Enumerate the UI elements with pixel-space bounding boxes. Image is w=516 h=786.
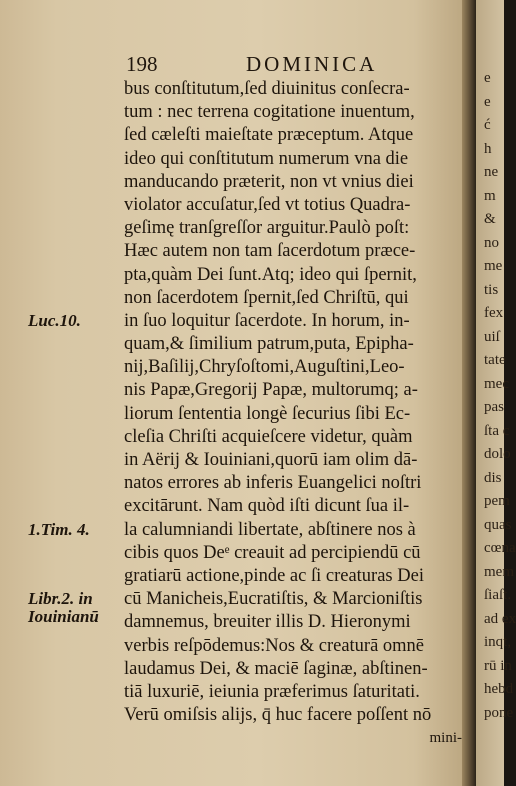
page-number: 198 [126,52,158,76]
facing-page-fragment: no [484,234,499,251]
facing-page-fragment: inqt, [484,634,512,650]
facing-page-fragment: pem [484,493,510,509]
facing-page-edge [476,0,516,786]
facing-page-fragment: ć [484,117,491,133]
facing-page-fragment: rū in [484,657,512,674]
text-line: ſed cæleſti maieſtate præceptum. Atque [124,125,414,146]
facing-page-fragment: mem [484,563,514,580]
margin-note: 1.Tim. 4. [28,519,90,539]
text-line: non ſacerdotem ſpernit,ſed Chriſtū, qui [124,287,409,308]
text-line: ideo qui conſtitutum numerum vna die [124,148,409,169]
text-line: Hæc autem non tam ſacerdotum præce- [124,241,416,262]
facing-page-fragment: h [484,140,492,157]
facing-page-fragment: mec [484,375,509,392]
facing-page-fragment: quas [484,516,512,533]
text-line: la calumniandi libertate, abſtinere nos à [124,519,416,540]
facing-page-fragment: me [484,258,503,274]
facing-page-fragment: dis [484,469,502,486]
text-line: violator accuſatur,ſed vt totius Quadra- [124,194,411,215]
facing-page-fragment: pas [484,399,504,415]
text-line: natos errores ab inferis Euangelici noſtri [124,473,422,494]
body-text [124,78,462,750]
text-line: in Aërij & Iouiniani,quorū iam olim dā- [124,450,418,470]
text-line: manducando præterit, non vt vnius diei [124,171,414,192]
text-line: geſimę tranſgreſſor arguitur.Paulò poſt: [124,218,410,239]
facing-page-fragment: ne [484,164,499,180]
text-line: tiā luxuriē, ieiunia præferimus ſaturitati. [124,681,420,702]
facing-page-fragment: dolo [484,446,511,462]
text-line: excitārunt. Nam quòd iſti dicunt ſua il- [124,496,410,517]
facing-page-fragment: ſiaſt. [484,587,512,603]
text-line: pta,quàm Dei ſunt.Atq; ideo qui ſpernit, [124,264,417,285]
text-line: verbis reſpōdemus:Nos & creaturā omnē [124,635,425,656]
text-line: quam,& ſimilium patrum,puta, Epipha- [124,334,414,355]
facing-page-fragment: & [484,211,496,227]
margin-note: Libr.2. in Iouinianū [28,589,99,627]
book-gutter [462,0,476,786]
facing-page-fragment: e [484,70,491,86]
facing-page-fragment: tate [484,352,506,368]
text-line: cū Manicheis,Eucratiſtis, & Marcioniſtis [124,589,423,610]
text-line: nij,Baſilij,Chryſoſtomi,Auguſtini,Leo- [124,357,405,378]
text-line: cibis quos Deᵉ creauit ad percipiendū cū [124,542,421,563]
facing-page-fragment: m [484,187,496,204]
facing-page-fragment: cœna [484,540,516,556]
facing-page-fragment: fex [484,305,504,321]
text-line: in ſuo loquitur ſacerdote. In horum, in- [124,310,410,331]
text-line: liorum ſententia longè ſecurius ſibi Ec- [124,403,411,424]
facing-page-fragment: uiſ [484,328,500,345]
text-line: nis Papæ,Gregorij Papæ, multorumq; a- [124,380,418,401]
text-line: cleſia Chriſti acquieſcere videtur, quàm [124,426,413,447]
facing-page-fragment: pone [484,704,514,721]
facing-page-fragment: ſta c [484,422,510,439]
text-line: gratiarū actione,pinde ac ſi creaturas Dei [124,565,424,586]
facing-page-fragment: hebd [484,681,514,697]
facing-page-fragment: tis [484,281,499,298]
running-head: DOMINICA [246,52,378,76]
facing-page-fragment: e [484,93,491,110]
text-line: bus conſtitutum,ſed diuinitus conſecra- [124,79,410,99]
text-line: Verū omiſsis alijs, q̄ huc facere poſſent nō [124,705,432,726]
text-line: mini- [429,730,462,747]
text-line: tum : nec terrena cogitatione inuentum, [124,102,415,123]
page-header [126,52,466,78]
margin-note: Luc.10. [28,311,81,330]
text-line: damnemus, breuiter illis D. Hieronymi [124,612,411,633]
facing-page-fragment: ad ex [484,610,516,627]
text-line: laudamus Dei, & maciē ſaginæ, abſtinen- [124,658,428,679]
